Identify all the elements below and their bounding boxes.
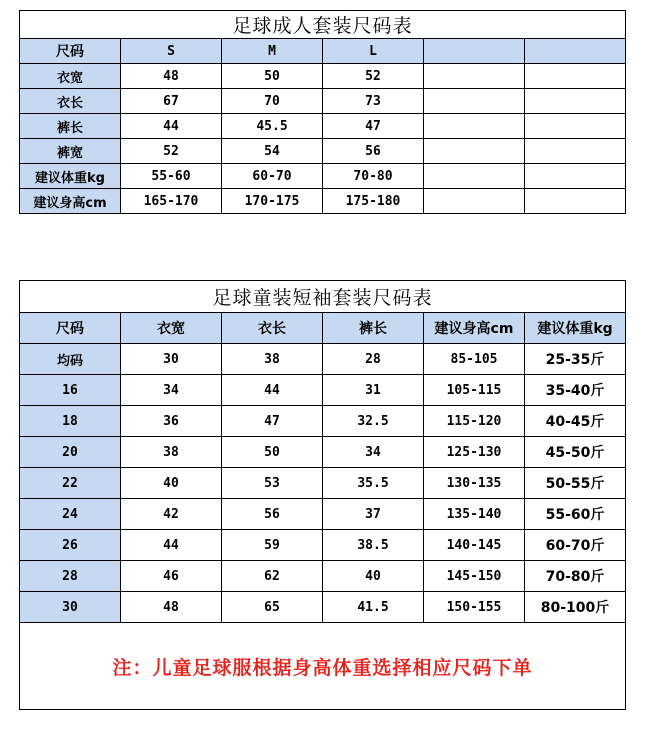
adult-table-row: [20, 89, 626, 114]
kids-header-cell: 建议体重kg: [525, 313, 626, 344]
kids-table-cell: 80-100斤: [525, 592, 626, 623]
kids-table-cell: 125-130: [424, 437, 525, 468]
adult-table-row: [20, 139, 626, 164]
kids-table-cell: 50-55斤: [525, 468, 626, 499]
kids-table-row: [20, 530, 626, 561]
kids-row-label: 16: [20, 375, 121, 406]
kids-table-cell: 47: [222, 406, 323, 437]
kids-table-row: [20, 375, 626, 406]
adult-table-cell: [424, 114, 525, 139]
kids-table-cell: 45-50斤: [525, 437, 626, 468]
adult-table-cell: [525, 139, 626, 164]
kids-row-label: 22: [20, 468, 121, 499]
adult-table-cell: 52: [323, 64, 424, 89]
kids-table-cell: 40-45斤: [525, 406, 626, 437]
kids-table-row: [20, 406, 626, 437]
adult-table-cell: 70: [222, 89, 323, 114]
adult-header-cell: M: [222, 39, 323, 64]
kids-row-label: 30: [20, 592, 121, 623]
size-advice-note: 注：儿童足球服根据身高体重选择相应尺码下单: [20, 623, 626, 710]
adult-table-cell: 50: [222, 64, 323, 89]
adult-table-cell: 73: [323, 89, 424, 114]
kids-table-cell: 85-105: [424, 344, 525, 375]
kids-table-cell: 46: [121, 561, 222, 592]
kids-table-cell: 60-70斤: [525, 530, 626, 561]
adult-table-cell: [424, 89, 525, 114]
kids-table-cell: 35.5: [323, 468, 424, 499]
adult-table-cell: 67: [121, 89, 222, 114]
kids-table-cell: 150-155: [424, 592, 525, 623]
kids-table-cell: 53: [222, 468, 323, 499]
kids-table-row: [20, 592, 626, 623]
adult-row-label: 建议身高cm: [20, 189, 121, 214]
kids-table-cell: 145-150: [424, 561, 525, 592]
adult-table-cell: [525, 64, 626, 89]
kids-table-cell: 38.5: [323, 530, 424, 561]
adult-size-table: [19, 10, 626, 214]
kids-table-cell: 56: [222, 499, 323, 530]
kids-table-row: [20, 468, 626, 499]
adult-header-row: [20, 39, 626, 64]
adult-row-label: 裤宽: [20, 139, 121, 164]
kids-table-title: 足球童装短袖套装尺码表: [20, 281, 626, 313]
kids-header-cell: 衣宽: [121, 313, 222, 344]
kids-table-cell: 130-135: [424, 468, 525, 499]
kids-table-cell: 30: [121, 344, 222, 375]
adult-row-label: 衣宽: [20, 64, 121, 89]
adult-table-cell: [525, 189, 626, 214]
adult-header-cell: L: [323, 39, 424, 64]
kids-row-label: 24: [20, 499, 121, 530]
kids-table-cell: 32.5: [323, 406, 424, 437]
kids-table-row: [20, 499, 626, 530]
kids-table-row: [20, 561, 626, 592]
kids-header-cell: 建议身高cm: [424, 313, 525, 344]
kids-table-cell: 37: [323, 499, 424, 530]
kids-table-cell: 62: [222, 561, 323, 592]
kids-row-label: 28: [20, 561, 121, 592]
kids-table-cell: 65: [222, 592, 323, 623]
kids-table-cell: 140-145: [424, 530, 525, 561]
kids-table-row: [20, 344, 626, 375]
kids-table-cell: 40: [323, 561, 424, 592]
adult-table-cell: 170-175: [222, 189, 323, 214]
kids-table-cell: 25-35斤: [525, 344, 626, 375]
kids-table-row: [20, 437, 626, 468]
kids-table-cell: 115-120: [424, 406, 525, 437]
adult-header-cell: S: [121, 39, 222, 64]
adult-table-cell: 175-180: [323, 189, 424, 214]
adult-table-cell: 48: [121, 64, 222, 89]
adult-table-cell: 70-80: [323, 164, 424, 189]
kids-row-label: 均码: [20, 344, 121, 375]
kids-header-row: [20, 313, 626, 344]
adult-header-cell: [525, 39, 626, 64]
kids-table-cell: 34: [323, 437, 424, 468]
adult-table-cell: [525, 114, 626, 139]
kids-table-cell: 50: [222, 437, 323, 468]
kids-table-cell: 36: [121, 406, 222, 437]
adult-table-cell: 60-70: [222, 164, 323, 189]
kids-header-cell: 尺码: [20, 313, 121, 344]
adult-row-label: 裤长: [20, 114, 121, 139]
kids-table-cell: 44: [222, 375, 323, 406]
kids-table-cell: 48: [121, 592, 222, 623]
adult-table-title: 足球成人套装尺码表: [20, 11, 626, 39]
adult-header-cell: 尺码: [20, 39, 121, 64]
adult-table-cell: [525, 89, 626, 114]
adult-table-row: [20, 114, 626, 139]
kids-table-cell: 31: [323, 375, 424, 406]
kids-table-cell: 59: [222, 530, 323, 561]
kids-header-cell: 衣长: [222, 313, 323, 344]
kids-size-table: [19, 280, 626, 710]
adult-table-cell: 44: [121, 114, 222, 139]
kids-table-cell: 40: [121, 468, 222, 499]
kids-table-cell: 135-140: [424, 499, 525, 530]
adult-table-cell: 52: [121, 139, 222, 164]
kids-row-label: 18: [20, 406, 121, 437]
kids-table-cell: 41.5: [323, 592, 424, 623]
adult-table-row: [20, 64, 626, 89]
adult-table-cell: [525, 164, 626, 189]
kids-row-label: 26: [20, 530, 121, 561]
kids-table-cell: 38: [222, 344, 323, 375]
adult-table-cell: [424, 139, 525, 164]
adult-table-cell: [424, 189, 525, 214]
kids-header-cell: 裤长: [323, 313, 424, 344]
adult-table-cell: 45.5: [222, 114, 323, 139]
kids-table-cell: 34: [121, 375, 222, 406]
kids-table-cell: 28: [323, 344, 424, 375]
adult-header-cell: [424, 39, 525, 64]
adult-table-cell: [424, 164, 525, 189]
adult-table-cell: [424, 64, 525, 89]
kids-table-cell: 42: [121, 499, 222, 530]
adult-table-row: [20, 189, 626, 214]
kids-table-cell: 44: [121, 530, 222, 561]
kids-table-cell: 105-115: [424, 375, 525, 406]
adult-table-cell: 56: [323, 139, 424, 164]
adult-table-cell: 55-60: [121, 164, 222, 189]
adult-row-label: 建议体重kg: [20, 164, 121, 189]
adult-table-row: [20, 164, 626, 189]
kids-table-cell: 55-60斤: [525, 499, 626, 530]
kids-table-cell: 35-40斤: [525, 375, 626, 406]
adult-table-cell: 54: [222, 139, 323, 164]
kids-table-cell: 70-80斤: [525, 561, 626, 592]
adult-table-cell: 47: [323, 114, 424, 139]
adult-row-label: 衣长: [20, 89, 121, 114]
kids-table-cell: 38: [121, 437, 222, 468]
adult-table-cell: 165-170: [121, 189, 222, 214]
kids-row-label: 20: [20, 437, 121, 468]
